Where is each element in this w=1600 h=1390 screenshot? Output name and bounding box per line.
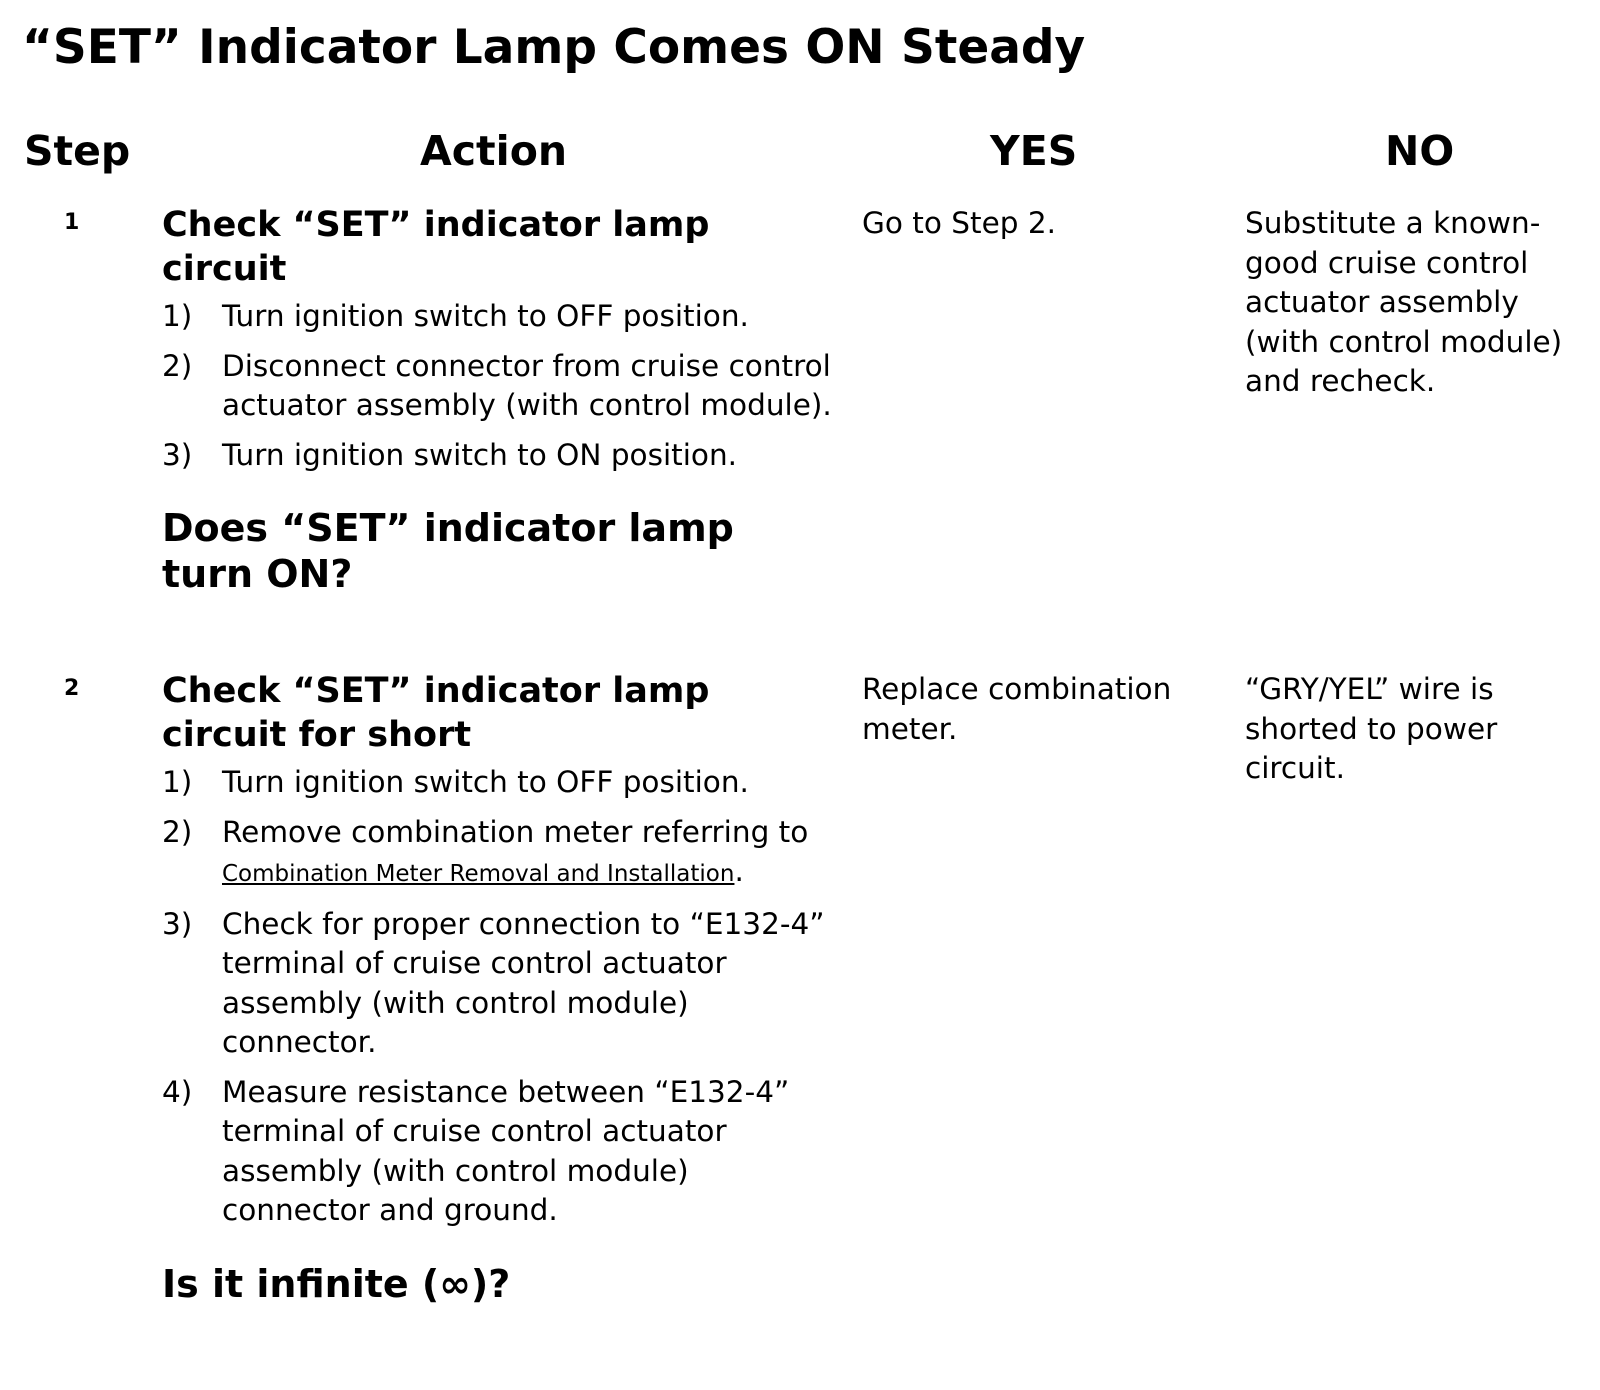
substep-text: Turn ignition switch to OFF position.	[222, 299, 749, 333]
substep-list	[162, 763, 832, 1231]
column-header-step: Step	[24, 127, 131, 175]
step-action	[162, 669, 832, 1307]
yes-result: Replace combination meter.	[862, 672, 1172, 746]
page-title: “SET” Indicator Lamp Comes ON Steady	[22, 20, 1086, 75]
substep-item	[162, 1073, 832, 1231]
step-number: 1	[64, 210, 80, 235]
substep-number: 4)	[162, 1074, 193, 1109]
substep-item	[162, 763, 832, 803]
substep-text: Disconnect connector from cruise control actuator assembly (with control module).	[222, 348, 832, 422]
no-result: Substitute a known-good cruise control actuator assembly (with control module) and recheck.	[1245, 206, 1563, 398]
check-title: Check “SET” indicator lamp circuit	[162, 205, 710, 289]
substep-text: Turn ignition switch to OFF position.	[222, 765, 749, 799]
substep-number: 2)	[162, 814, 193, 849]
substep-item	[162, 813, 832, 895]
substep-text: Remove combination meter referring to	[222, 814, 809, 849]
substep-number: 2)	[162, 348, 193, 383]
step-question: Does “SET” indicator lamp turn ON?	[162, 506, 734, 596]
combination-meter-removal-link[interactable]: Combination Meter Removal and Installation	[222, 861, 735, 887]
substep-text-end: .	[734, 854, 744, 888]
step-question: Is it infinite (∞)?	[162, 1261, 511, 1306]
step-number: 2	[64, 676, 80, 701]
substep-item	[162, 297, 832, 337]
column-header-yes: YES	[990, 127, 1078, 175]
substep-number: 3)	[162, 437, 193, 472]
substep-list	[162, 297, 832, 475]
yes-result: Go to Step 2.	[862, 206, 1056, 240]
column-header-action: Action	[420, 127, 568, 175]
substep-item	[162, 347, 832, 426]
substep-text: Measure resistance between “E132-4” terminal of cruise control actuator assembly (with control module) connector and ground.	[222, 1074, 790, 1227]
step-action	[162, 203, 832, 597]
substep-text: Check for proper connection to “E132-4” terminal of cruise control actuator assembly (with control module) connector.	[222, 906, 825, 1059]
substep-number: 1)	[162, 299, 193, 333]
check-title: Check “SET” indicator lamp circuit for short	[162, 671, 710, 755]
substep-text: Turn ignition switch to ON position.	[222, 437, 738, 472]
substep-number: 3)	[162, 906, 193, 941]
no-result: “GRY/YEL” wire is shorted to power circuit.	[1245, 672, 1498, 785]
substep-item	[162, 905, 832, 1063]
column-header-no: NO	[1385, 127, 1455, 175]
substep-number: 1)	[162, 765, 193, 799]
substep-item	[162, 436, 832, 476]
